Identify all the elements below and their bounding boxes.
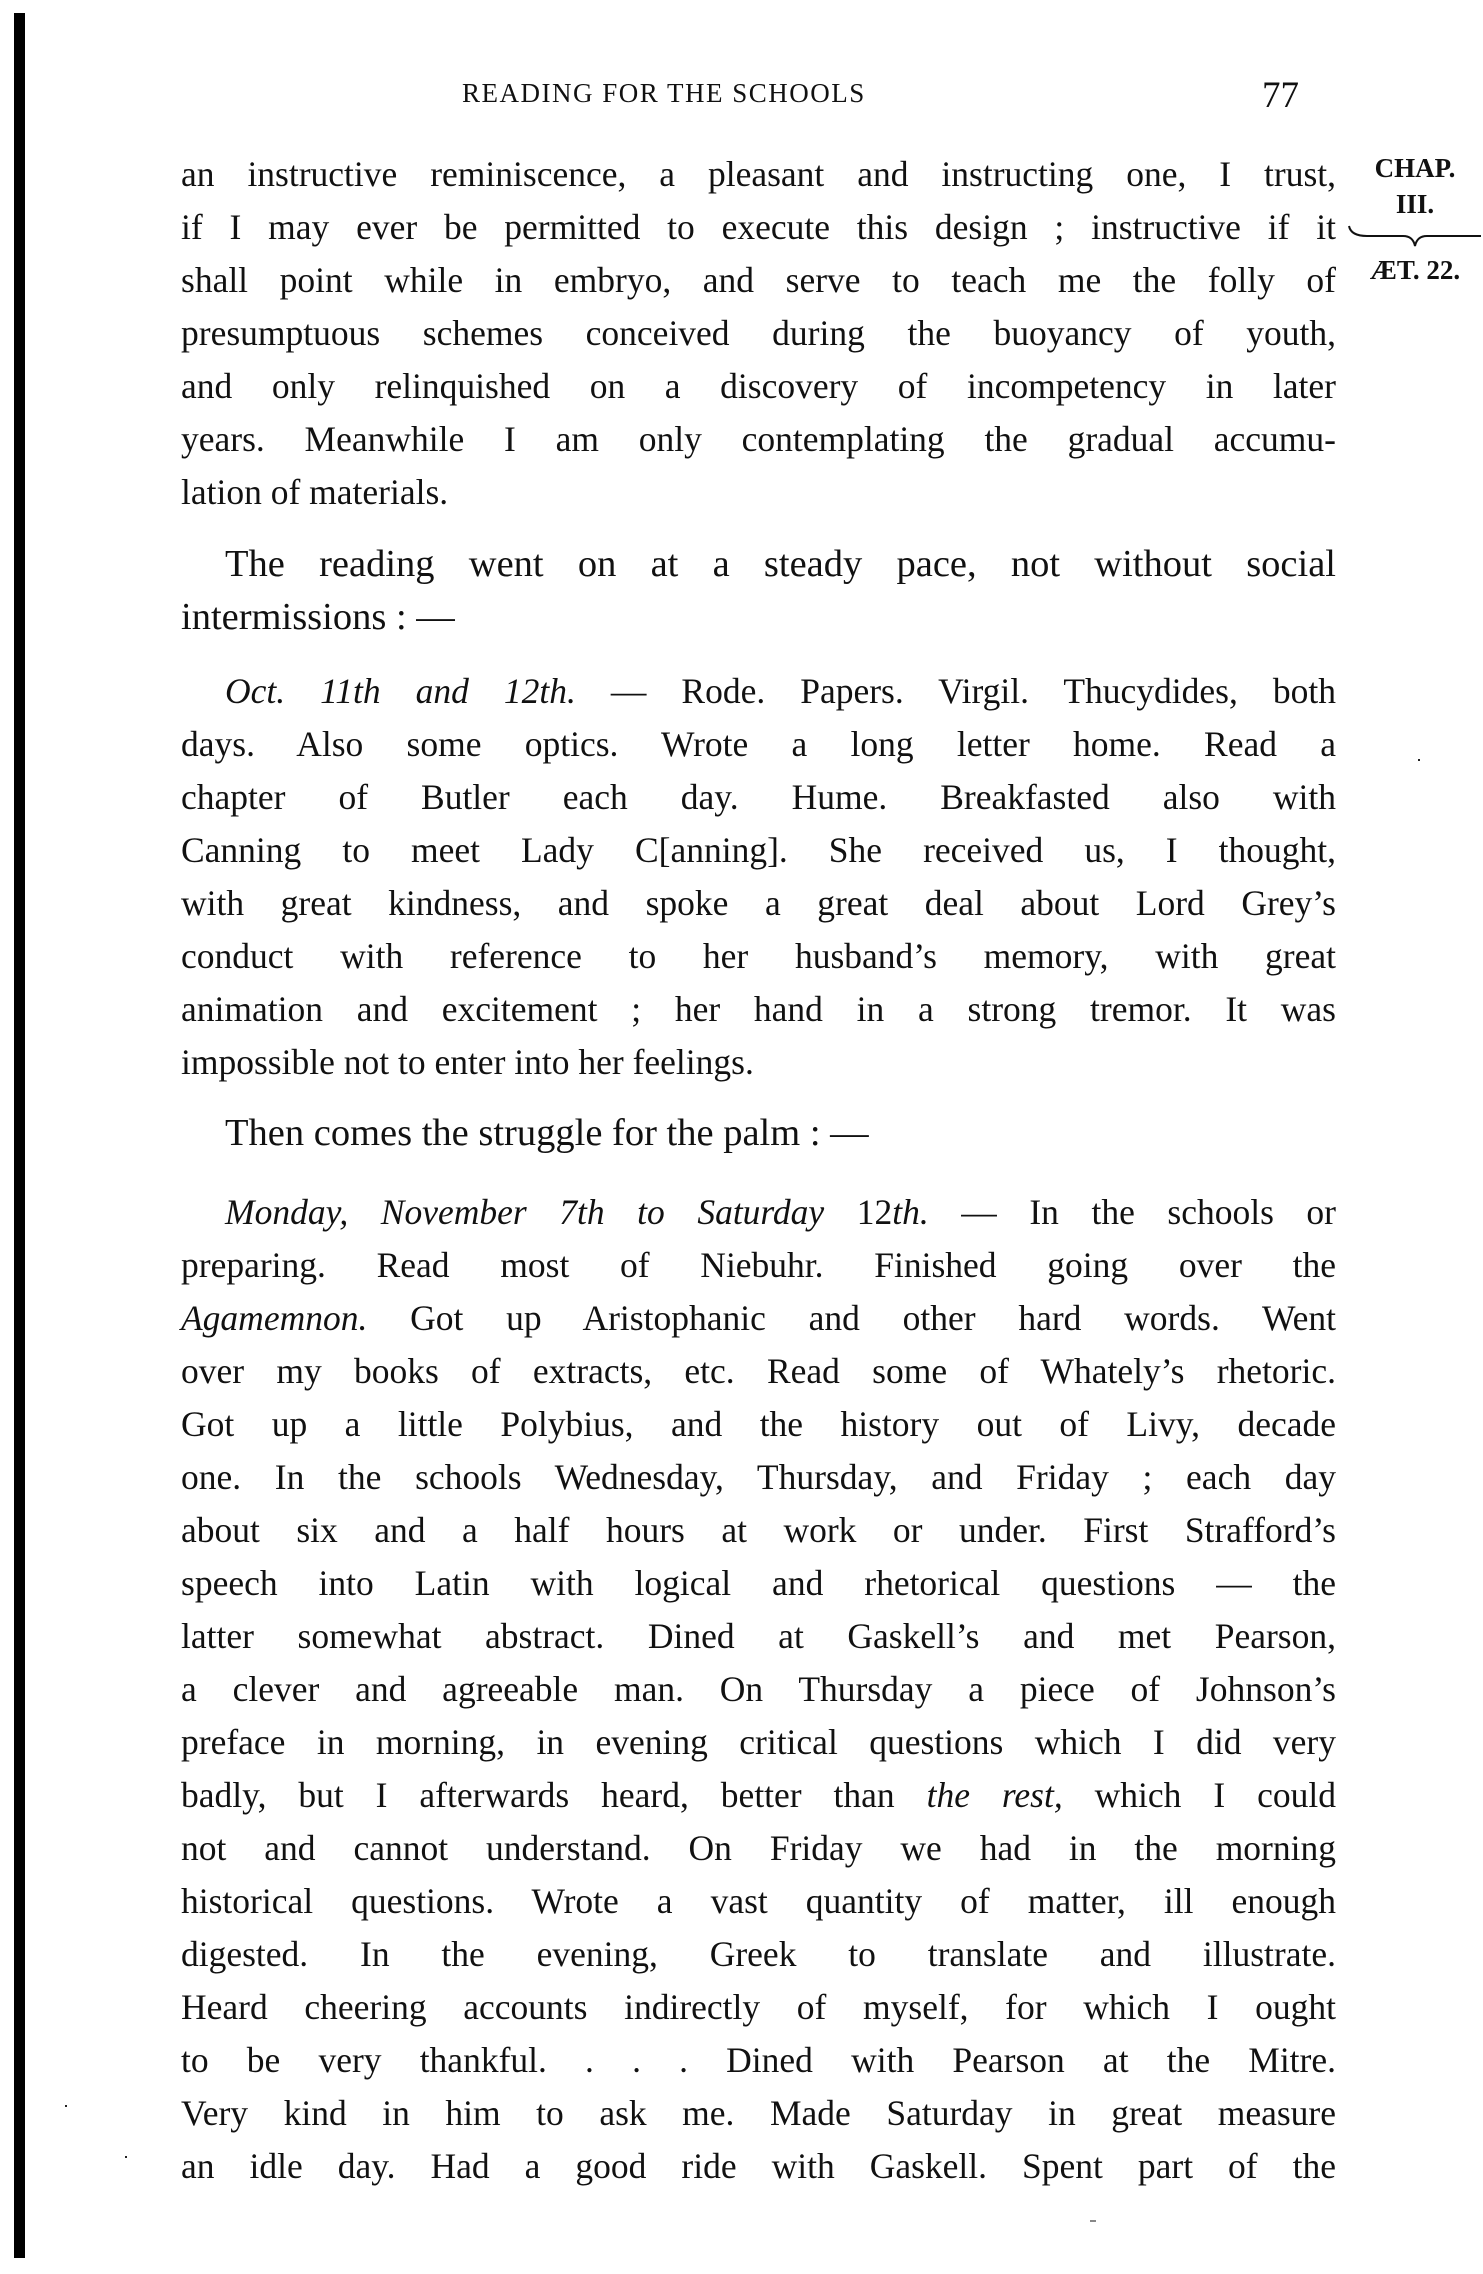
text-line: to be very thankful. . . . Dined with Pearson at the Mitre. — [181, 2040, 1336, 2080]
text-line: Heard cheering accounts indirectly of myself, for which I ought — [181, 1987, 1336, 2027]
diary-date: Oct. 11th and 12th. — [225, 671, 576, 711]
text-line: latter somewhat abstract. Dined at Gaskell’s and met Pearson, — [181, 1616, 1336, 1656]
scan-speck — [125, 2156, 127, 2158]
text-line: preface in morning, in evening critical questions which I did very — [181, 1722, 1336, 1762]
text-line: one. In the schools Wednesday, Thursday, and Friday ; each day — [181, 1457, 1336, 1497]
text-line: about six and a half hours at work or under. First Strafford’s — [181, 1510, 1336, 1550]
margin-note-age: ÆT. 22. — [1369, 255, 1461, 285]
text-line: Very kind in him to ask me. Made Saturday in great measure — [181, 2093, 1336, 2133]
margin-note-chapter-number: III. — [1395, 189, 1435, 219]
diary-entry-november — [181, 1186, 1336, 2193]
running-head — [0, 74, 1483, 114]
paragraph-narrative-reading — [181, 538, 1336, 644]
text-line: lation of materials. — [181, 472, 449, 512]
text-line: digested. In the evening, Greek to translate and illustrate. — [181, 1934, 1336, 1974]
diary-entry-october — [181, 665, 1336, 1089]
text-line: with great kindness, and spoke a great deal about Lord Grey’s — [181, 883, 1336, 923]
work-title: Agamemnon. — [181, 1298, 368, 1338]
text-line: The reading went on at a steady pace, not without social — [225, 543, 1336, 585]
text-line: impossible not to enter into her feelings. — [181, 1042, 754, 1082]
paragraph-continuation — [181, 148, 1336, 519]
text-line: an instructive reminiscence, a pleasant and instructing one, I trust, — [181, 154, 1336, 194]
text-line: not and cannot understand. On Friday we had in the morning — [181, 1828, 1336, 1868]
text-line: speech into Latin with logical and rhetorical questions — the — [181, 1563, 1336, 1603]
text-line: shall point while in embryo, and serve to teach me the folly of — [181, 260, 1336, 300]
scan-speck — [65, 2105, 67, 2107]
text-line: intermissions : — — [181, 596, 455, 638]
text-line: Oct. 11th and 12th. — Rode. Papers. Virgil. Thucydides, both — [225, 671, 1336, 711]
text-line: over my books of extracts, etc. Read some of Whately’s rhetoric. — [181, 1351, 1336, 1391]
text-line: Then comes the struggle for the palm : — — [225, 1112, 869, 1154]
text-line: presumptuous schemes conceived during the buoyancy of youth, — [181, 313, 1336, 353]
text-line: a clever and agreeable man. On Thursday a piece of Johnson’s — [181, 1669, 1336, 1709]
page-edge-shadow — [14, 13, 25, 2258]
text-line: Agamemnon. Got up Aristophanic and other hard words. Went — [181, 1298, 1336, 1338]
scan-speck — [1090, 2220, 1096, 2222]
margin-note-chapter: CHAP. — [1374, 153, 1456, 183]
text-line: years. Meanwhile I am only contemplating the gradual accumu- — [181, 419, 1336, 459]
text-line: conduct with reference to her husband’s memory, with great — [181, 936, 1336, 976]
text-line: and only relinquished on a discovery of incompetency in later — [181, 366, 1336, 406]
margin-note — [1347, 150, 1483, 288]
brace-icon — [1347, 224, 1483, 248]
text-line: chapter of Butler each day. Hume. Breakfasted also with — [181, 777, 1336, 817]
text-line: Monday, November 7th to Saturday 12th. — In the schools or — [225, 1192, 1337, 1232]
text-line: days. Also some optics. Wrote a long letter home. Read a — [181, 724, 1336, 764]
text-line: animation and excitement ; her hand in a strong tremor. It was — [181, 989, 1336, 1029]
text-line: Canning to meet Lady C[anning]. She received us, I thought, — [181, 830, 1336, 870]
text-line: preparing. Read most of Niebuhr. Finished going over the — [181, 1245, 1336, 1285]
text-line: historical questions. Wrote a vast quantity of matter, ill enough — [181, 1881, 1336, 1921]
text-line: an idle day. Had a good ride with Gaskell. Spent part of the — [181, 2146, 1336, 2186]
paragraph-narrative-struggle — [181, 1107, 1336, 1160]
text-line: Got up a little Polybius, and the history out of Livy, decade — [181, 1404, 1336, 1444]
running-head-title: READING FOR THE SCHOOLS — [462, 78, 866, 108]
text-line: if I may ever be permitted to execute this design ; instructive if it — [181, 207, 1336, 247]
text-line: badly, but I afterwards heard, better than the rest, which I could — [181, 1775, 1336, 1815]
scan-speck — [1418, 759, 1420, 761]
diary-date: Monday, November 7th to Saturday — [225, 1192, 825, 1232]
page-number: 77 — [1262, 75, 1299, 116]
